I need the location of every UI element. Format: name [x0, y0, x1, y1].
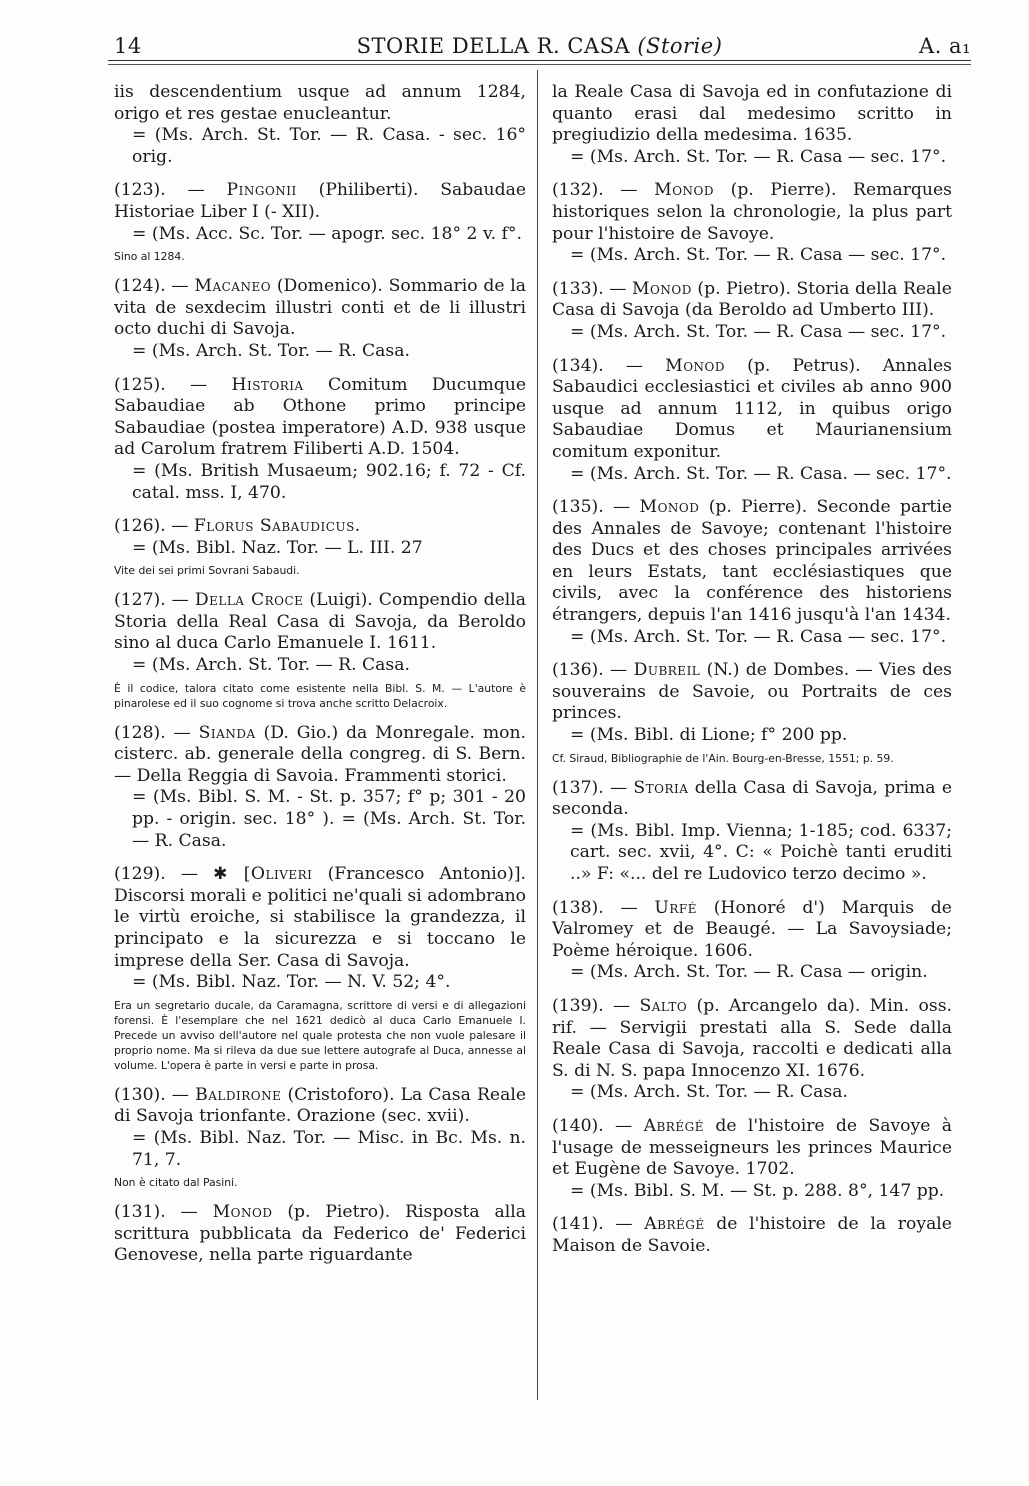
catalog-entry	[552, 660, 952, 765]
page-header	[108, 28, 971, 62]
entry-location: = (Ms. Arch. St. Tor. — R. Casa — sec. 17°.	[570, 321, 947, 342]
catalog-entry	[552, 82, 952, 168]
entry-author: Monod	[665, 355, 726, 376]
entry-text: (Philiberti). Sabaudae Historiae Liber I (- XII).	[114, 180, 526, 222]
entry-number: (123). —	[114, 180, 205, 201]
entry-text: (Domenico). Sommario de la vita de sexdecim illustri conti et de li illustri octo duchi di Savoja.	[114, 276, 526, 340]
entry-text: (p. Pierre). Seconde partie des Annales de Savoye; contenant l'histoire des Ducs et des choses principales arrivées en leurs Estats, tant ecclésiastiques que civils, avec la conférence des historiens étrangers, depuis l'an 1416 jusqu'à l'an 1434.	[552, 497, 952, 626]
page-number: 14	[114, 34, 142, 58]
entry-text: (p. Pierre). Remarques historiques selon la chronologie, la plus part pour l'histoire de Savoye.	[552, 180, 952, 244]
entry-text: de l'histoire de la royale Maison de Savoie.	[552, 1214, 952, 1256]
entry-note: Non è citato dal Pasini.	[114, 1176, 238, 1190]
entry-number: (127). —	[114, 590, 189, 611]
entry-text: (p. Pietro). Storia della Reale Casa di Savoja (da Beroldo ad Umberto III).	[552, 278, 952, 321]
entry-number: (133). —	[552, 278, 627, 299]
title-text: STORIE DELLA R. CASA	[356, 34, 631, 58]
entry-number: (129). —	[114, 864, 199, 885]
entry-location: = (Ms. Arch. St. Tor. — R. Casa — sec. 17°.	[570, 245, 947, 266]
entry-location: = (Ms. Arch. St. Tor. — R. Casa.	[132, 340, 410, 361]
entry-text: de l'histoire de Savoye à l'usage de messeigneurs les princes Maurice et Eugène de Savoye. 1702.	[552, 1115, 952, 1180]
entry-author: Sianda	[198, 722, 256, 743]
entry-location: = (Ms. Arch. St. Tor. — R. Casa.	[570, 1082, 848, 1103]
entry-location: = (Ms. Bibl. Naz. Tor. — N. V. 52; 4°.	[132, 972, 451, 993]
entry-text: (p. Arcangelo da). Min. oss. rif. — Servigii prestati alla S. Sede dalla Reale Casa di Savoja, raccolti e dedicati alla S. di N. S. papa Innocenzo XI. 1676.	[552, 995, 952, 1081]
catalog-entry	[114, 723, 526, 853]
entry-author: Monod	[654, 180, 715, 201]
entry-author: Abrégé	[644, 1214, 705, 1235]
entry-number: (131). —	[114, 1202, 198, 1223]
catalog-entry	[552, 279, 952, 344]
entry-author: Baldirone	[195, 1084, 282, 1105]
entry-author: ✱ [Oliveri	[213, 864, 313, 885]
entry-author: Storia	[633, 777, 689, 798]
entry-note: Cf. Siraud, Bibliographie de l'Ain. Bourg-en-Bresse, 1551; p. 59.	[552, 751, 894, 765]
entry-note: Sino al 1284.	[114, 250, 185, 264]
entry-text: (D. Gio.) da Monregale. mon. cisterc. ab. generale della congreg. di S. Bern. — Della Reggia di Savoia. Frammenti storici.	[114, 722, 527, 786]
catalog-entry	[114, 375, 526, 505]
entry-number: (128). —	[114, 722, 191, 743]
entry-text: (Francesco Antonio)]. Discorsi morali e politici ne'quali si adombrano le virtù eroiche, si stabilisce la grandezza, il principato e la sicurezza e si toccano le imprese della Ser. Casa di Savoja.	[114, 864, 526, 971]
entry-text: Comitum Ducumque Sabaudiae ab Othone primo principe Sabaudiae (postea imperatore) A.D. 938 usque ad Carolum fratrem Filiberti A.D. 1504.	[114, 374, 526, 460]
entry-location: = (Ms. Arch. St. Tor. — R. Casa. — sec. 17°.	[570, 463, 952, 484]
entry-number: (132). —	[552, 180, 638, 201]
entry-author: Salto	[639, 995, 688, 1016]
catalog-entry	[114, 82, 526, 168]
entry-text: la Reale Casa di Savoja ed in confutazione di quanto erasi dal medesimo scritto in pregiudizio della medesima. 1635.	[552, 82, 952, 146]
entry-note: Vite dei sei primi Sovrani Sabaudi.	[114, 564, 300, 578]
catalog-entry	[114, 864, 526, 1073]
entry-location: = (Ms. Bibl. S. M. — St. p. 288. 8°, 147 pp.	[570, 1180, 945, 1201]
signature-mark: A. a₁	[919, 34, 971, 58]
entry-number: (125). —	[114, 374, 208, 395]
entry-author: Abrégé	[643, 1115, 704, 1136]
catalog-entry	[114, 516, 526, 578]
entry-note: È il codice, talora citato come esistente nella Bibl. S. M. — L'autore è pinarolese ed il suo cognome si trova anche scritto Delacroix.	[114, 681, 526, 710]
catalog-entry	[552, 1214, 952, 1257]
catalog-entry	[552, 898, 952, 984]
catalog-entry	[552, 1116, 952, 1202]
entry-number: (126). —	[114, 516, 189, 537]
entry-author: Macaneo	[194, 276, 272, 297]
entry-location: = (Ms. Bibl. S. M. - St. p. 357; f° p; 301 - 20 pp. - origin. sec. 18° ). = (Ms. Arch. St. Tor. — R. Casa.	[132, 787, 526, 851]
entry-number: (124). —	[114, 276, 189, 297]
catalog-entry	[552, 497, 952, 648]
entry-number: (139). —	[552, 995, 631, 1016]
catalog-entry	[552, 778, 952, 886]
catalog-entry	[114, 590, 526, 710]
left-column	[114, 82, 526, 1279]
entry-author: Della Croce	[194, 590, 304, 611]
entry-text: (Honoré d') Marquis de Valromey et de Beaugé. — La Savoysiade; Poème héroique. 1606.	[552, 897, 952, 961]
entry-location: = (Ms. Acc. Sc. Tor. — apogr. sec. 18° 2 v. f°.	[132, 223, 522, 244]
entry-author: Dubreil	[633, 660, 701, 681]
catalog-entry	[552, 180, 952, 266]
entry-author: Florus Sabaudicus.	[193, 516, 361, 537]
header-rule-thin	[108, 64, 971, 65]
entry-text: (Luigi). Compendio della Storia della Real Casa di Savoja, da Beroldo sino al duca Carlo Emanuele I. 1611.	[114, 590, 527, 654]
entry-author: Monod	[639, 497, 700, 518]
entry-author: Monod	[631, 278, 692, 299]
right-column	[552, 82, 952, 1270]
entry-number: (130). —	[114, 1084, 189, 1105]
entry-number: (140). —	[552, 1115, 633, 1136]
entry-location: = (Ms. Arch. St. Tor. — R. Casa.	[132, 655, 410, 676]
entry-text: (N.) de Dombes. — Vies des souverains de Savoie, ou Portraits de ces princes.	[552, 660, 952, 724]
entry-number: (136). —	[552, 660, 628, 681]
entry-text: (Cristoforo). La Casa Reale di Savoja trionfante. Orazione (sec. xvii).	[114, 1084, 526, 1127]
entry-text: (p. Petrus). Annales Sabaudici ecclesiastici et civiles ab anno 900 usque ad annum 1112, in quibus origo Sabaudiae Domus et Maurianensium comitum exponitur.	[552, 355, 952, 462]
catalog-entry	[114, 1202, 526, 1267]
entry-location: = (Ms. British Musaeum; 902.16; f. 72 - Cf. catal. mss. I, 470.	[132, 460, 526, 503]
entry-text: della Casa di Savoja, prima e seconda.	[552, 777, 952, 820]
entry-author: Urfé	[654, 897, 698, 918]
entry-author: Historia	[231, 374, 304, 395]
entry-location: = (Ms. Bibl. di Lione; f° 200 pp.	[570, 725, 848, 746]
entry-location: = (Ms. Arch. St. Tor. — R. Casa. - sec. 16° orig.	[132, 125, 526, 167]
entry-number: (137). —	[552, 777, 628, 798]
entry-location: = (Ms. Bibl. Naz. Tor. — L. III. 27	[132, 537, 423, 558]
catalog-entry	[114, 180, 526, 264]
entry-author: Monod	[212, 1202, 273, 1223]
entry-text: iis descendentium usque ad annum 1284, origo et res gestae enucleantur.	[114, 82, 526, 124]
catalog-entry	[552, 356, 952, 486]
catalog-entry	[114, 276, 526, 362]
entry-number: (134). —	[552, 355, 643, 376]
title-subtitle: (Storie)	[637, 34, 723, 58]
entry-note: Era un segretario ducale, da Caramagna, scrittore di versi e di allegazioni forensi. È l'esemplare che nel 1621 dedicò al duca Carlo Emanuele I. Precede un avviso dell'autore nel quale protesta che non vuole palesare il proprio nome. Ma si rileva da due sue lettere autografe al Duca, annesse al volume. L'opera è parte in versi e parte in prosa.	[114, 998, 526, 1072]
entry-number: (135). —	[552, 497, 631, 518]
entry-location: = (Ms. Arch. St. Tor. — R. Casa — sec. 17°.	[570, 626, 947, 647]
catalog-entry	[552, 996, 952, 1104]
header-rule	[108, 60, 971, 61]
column-divider	[537, 70, 538, 1400]
running-title	[108, 34, 971, 58]
catalog-entry	[114, 1085, 526, 1190]
entry-number: (141). —	[552, 1214, 633, 1235]
entry-location: = (Ms. Arch. St. Tor. — R. Casa — sec. 17°.	[570, 146, 947, 167]
entry-location: = (Ms. Bibl. Imp. Vienna; 1-185; cod. 6337; cart. sec. xvii, 4°. C: « Poichè tanti eruditi ..» F: «... del re Ludovico terzo decimo ».	[570, 820, 952, 884]
entry-number: (138). —	[552, 897, 638, 918]
entry-location: = (Ms. Arch. St. Tor. — R. Casa — origin.	[570, 962, 928, 983]
entry-author: Pingonii	[226, 180, 297, 201]
entry-location: = (Ms. Bibl. Naz. Tor. — Misc. in Bc. Ms. n. 71, 7.	[132, 1127, 526, 1170]
entry-text: (p. Pietro). Risposta alla scrittura pubblicata da Federico de' Federici Genovese, nella parte riguardante	[114, 1202, 526, 1266]
